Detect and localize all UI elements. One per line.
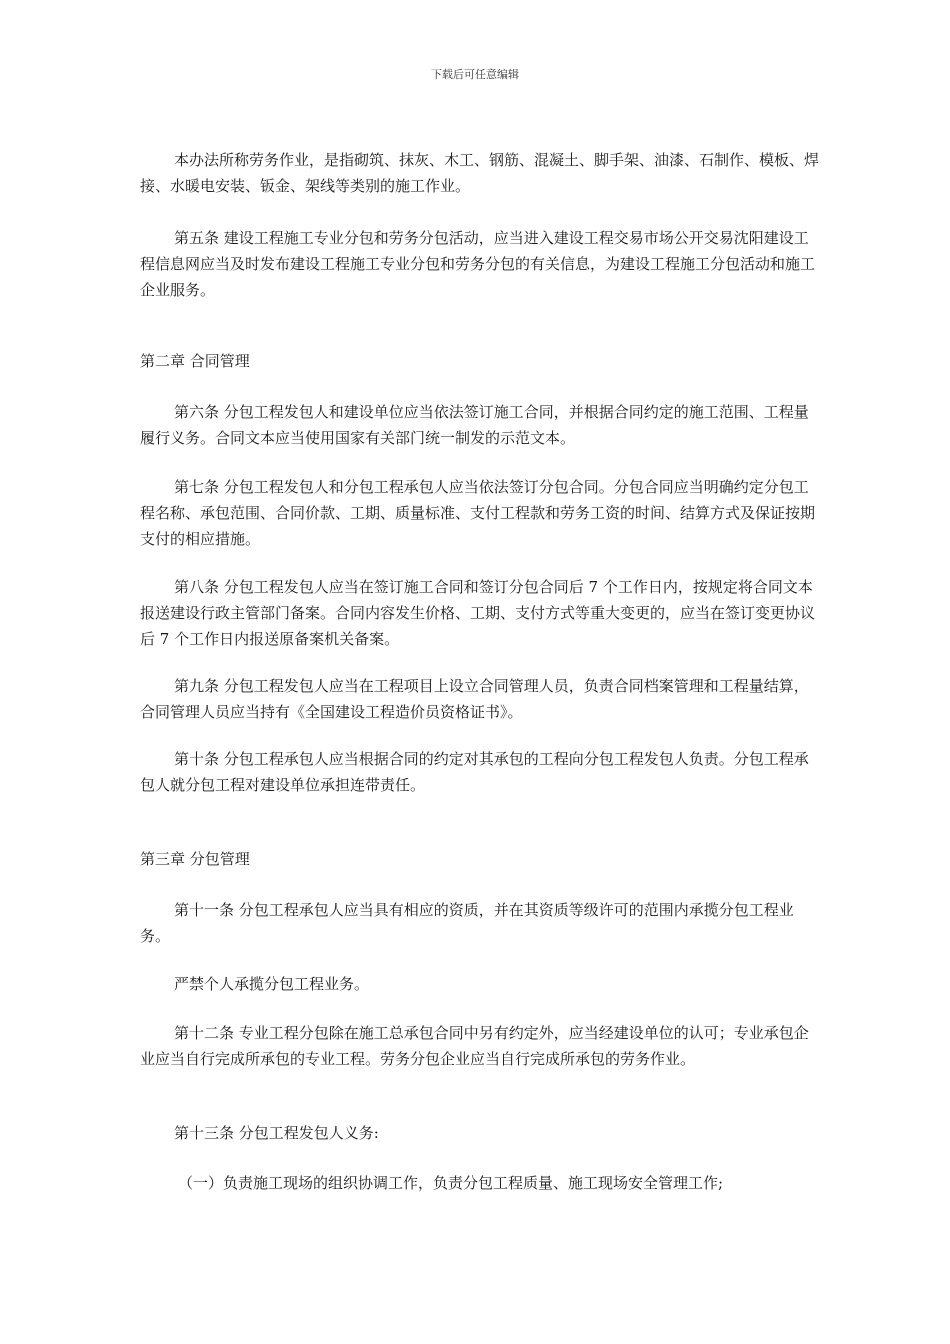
paragraph-article-7: 第七条 分包工程发包人和分包工程承包人应当依法签订分包合同。分包合同应当明确约定分包工程名称、承包范围、合同价款、工期、质量标准、支付工程款和劳务工资的时间、结算方式及保证按期支付的相应措施。 [140,478,816,548]
paragraph-article-10: 第十条 分包工程承包人应当根据合同的约定对其承包的工程向分包工程发包人负责。分包工程承包人就分包工程对建设单位承担连带责任。 [140,750,809,794]
paragraph-article-13: 第十三条 分包工程发包人义务: [174,1124,379,1142]
paragraph-article-12: 第十二条 专业工程分包除在施工总承包合同中另有约定外，应当经建设单位的认可；专业承包企业应当自行完成所承包的专业工程。劳务分包企业应当自行完成所承包的劳务作业。 [140,1024,809,1068]
paragraph-article-11: 第十一条 分包工程承包人应当具有相应的资质，并在其资质等级许可的范围内承揽分包工程业务。 [140,901,794,945]
page-header: 下载后可任意编辑 [431,68,519,81]
paragraph-labor-definition: 本办法所称劳务作业，是指砌筑、抹灰、木工、钢筋、混凝土、脚手架、油漆、石制作、模板、焊接、水暖电安装、钣金、架线等类别的施工作业。 [140,151,820,195]
paragraph-ban-individuals: 严禁个人承揽分包工程业务。 [174,975,370,993]
paragraph-article-9: 第九条 分包工程发包人应当在工程项目上设立合同管理人员，负责合同档案管理和工程量结算，合同管理人员应当持有《全国建设工程造价员资格证书》。 [140,677,809,721]
paragraph-article-6: 第六条 分包工程发包人和建设单位应当依法签订施工合同，并根据合同约定的施工范围、工程量履行义务。合同文本应当使用国家有关部门统一制发的示范文本。 [140,403,809,447]
chapter-2-heading: 第二章 合同管理 [140,352,250,370]
paragraph-article-5: 第五条 建设工程施工专业分包和劳务分包活动，应当进入建设工程交易市场公开交易沈阳建设工程信息网应当及时发布建设工程施工专业分包和劳务分包的有关信息，为建设工程施工分包活动和施工企业服务。 [140,229,816,299]
paragraph-article-8: 第八条 分包工程发包人应当在签订施工合同和签订分包合同后 7 个工作日内，按规定将合同文本报送建设行政主管部门备案。合同内容发生价格、工期、支付方式等重大变更的，应当在签订变更协议后 7 个工作日内报送原备案机关备案。 [140,578,816,648]
paragraph-duty-item-1: （一）负责施工现场的组织协调工作，负责分包工程质量、施工现场安全管理工作; [178,1174,724,1192]
chapter-3-heading: 第三章 分包管理 [140,850,250,868]
